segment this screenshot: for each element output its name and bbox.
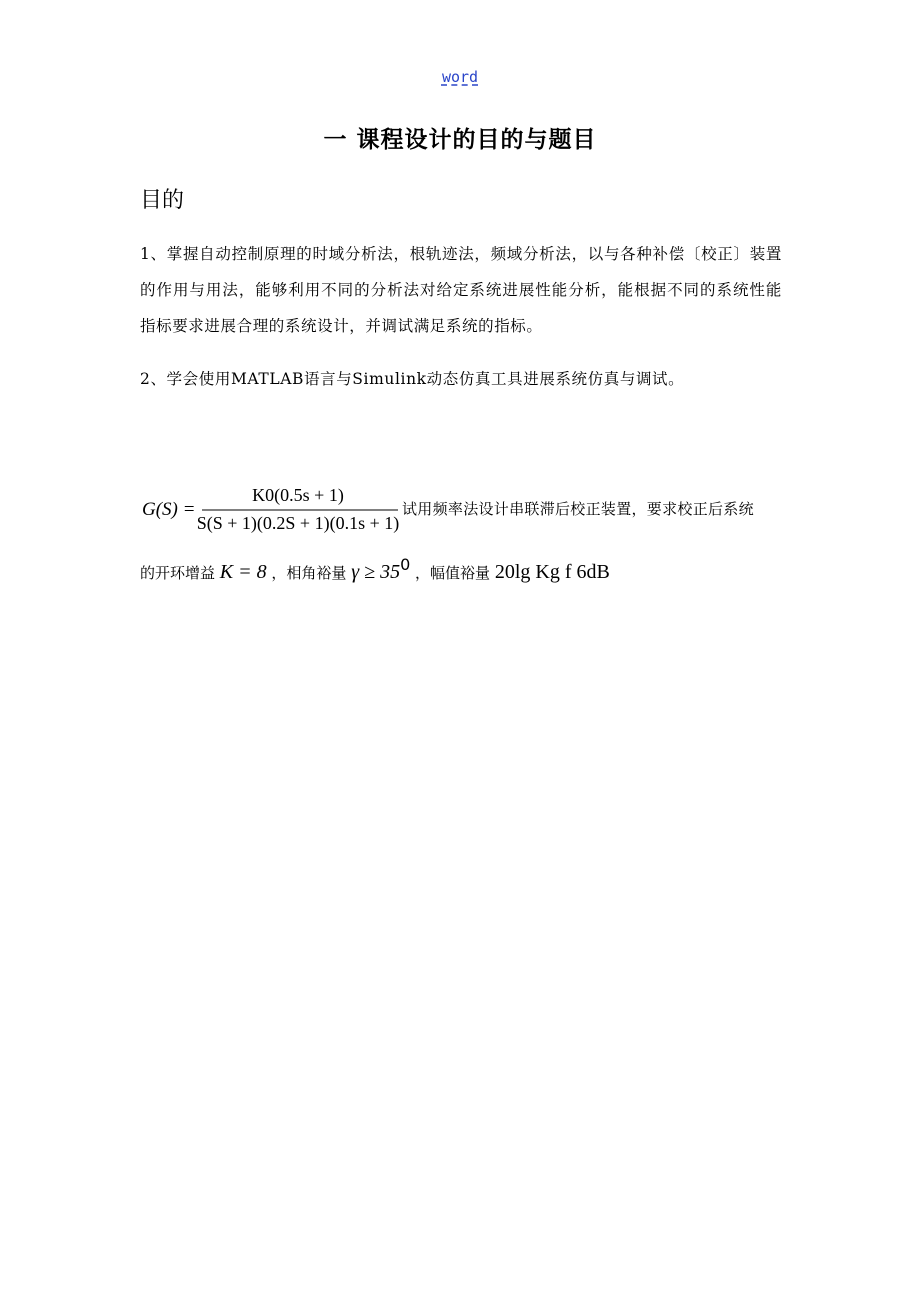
gain-value: K = 8 (219, 561, 267, 583)
header-word-link[interactable]: word (441, 68, 479, 86)
paragraph-1: 1、掌握自动控制原理的时域分析法，根轨迹法，频域分析法，以与各种补偿〔校正〕装置的作用与用法，能够利用不同的分析法对给定系统进展性能分析，能根据不同的系统性能指标要求进展合理的系统设计，并调试满足系统的指标。 (140, 245, 782, 335)
formula-denominator: S(S + 1)(0.2S + 1)(0.1s + 1) (196, 513, 400, 533)
transfer-function-formula (140, 481, 400, 541)
formula-tail-text: 试用频率法设计串联滞后校正装置，要求校正后系统 (402, 500, 754, 518)
phase-margin-sup: 0 (400, 555, 411, 574)
page-title: 一 课程设计的目的与题目 (323, 127, 597, 153)
section-heading: 目的 (140, 188, 185, 213)
spec-prefix: 的开环增益 (140, 564, 216, 582)
paragraph-2: 2、学会使用MATLAB语言与Simulink动态仿真工具进展系统仿真与调试。 (140, 370, 685, 388)
spec-sep-2: ，幅值裕量 (415, 564, 491, 582)
magnitude-margin: 20lg Kg f 6dB (494, 561, 610, 583)
spec-sep-1: ，相角裕量 (271, 564, 347, 582)
formula-lhs: G(S) = (142, 499, 196, 520)
spec-row (140, 555, 610, 584)
phase-margin: γ ≥ 35 (351, 561, 401, 583)
formula-numerator: K0(0.5s + 1) (252, 485, 344, 505)
transfer-function-row (140, 481, 790, 541)
